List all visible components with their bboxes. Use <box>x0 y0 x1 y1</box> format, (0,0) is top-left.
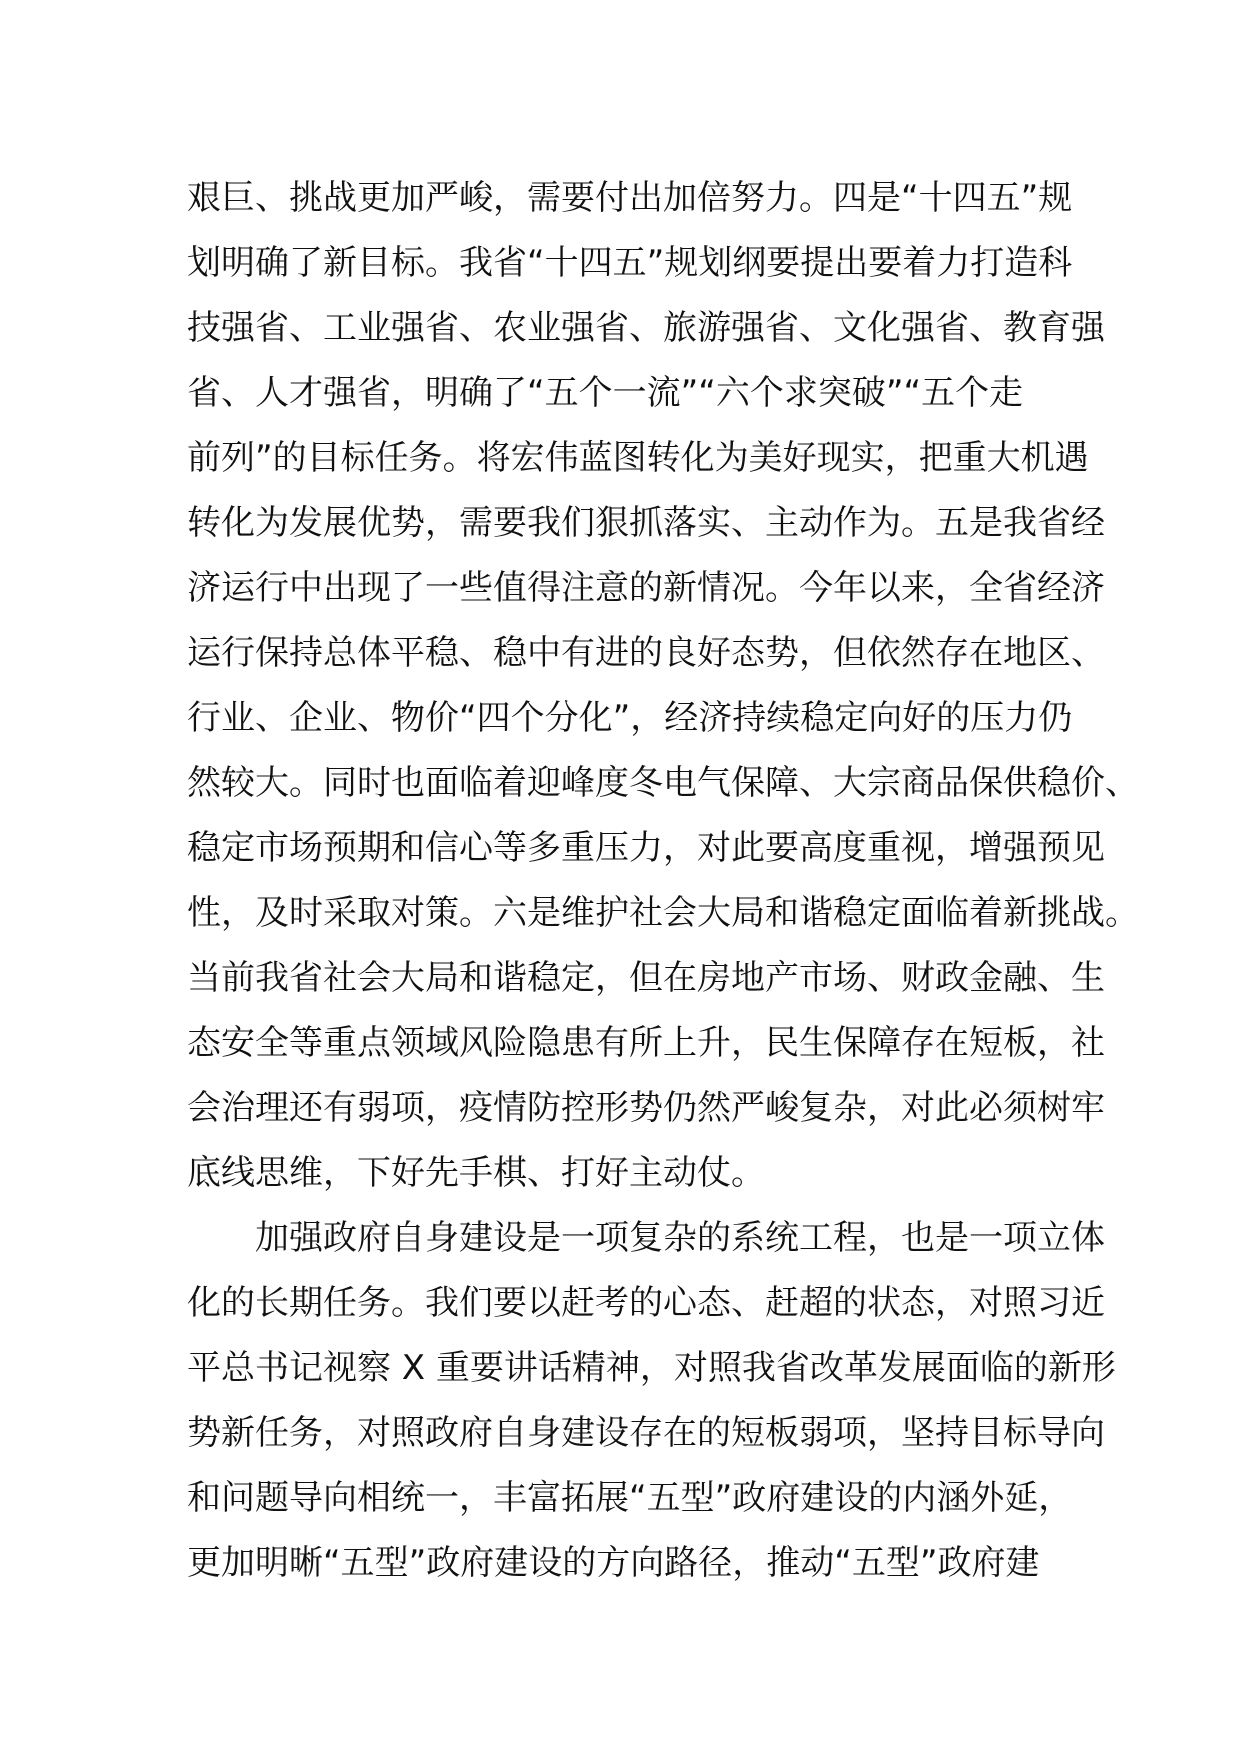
body-text <box>187 166 1139 1596</box>
text-line: 前列”的目标任务。将宏伟蓝图转化为美好现实，把重大机遇 <box>187 438 1089 478</box>
text-line: 省、人才强省，明确了“五个一流”“六个求突破”“五个走 <box>187 373 1024 413</box>
text-line: 运行保持总体平稳、稳中有进的良好态势，但依然存在地区、 <box>187 633 1105 673</box>
text-line: 化的长期任务。我们要以赶考的心态、赶超的状态，对照习近 <box>187 1283 1105 1323</box>
text-line: 艰巨、挑战更加严峻，需要付出加倍努力。四是“十四五”规 <box>187 178 1073 218</box>
text-line: 会治理还有弱项，疫情防控形势仍然严峻复杂，对此必须树牢 <box>187 1088 1105 1128</box>
text-line: 态安全等重点领域风险隐患有所上升，民生保障存在短板，社 <box>187 1023 1105 1063</box>
text-line: 行业、企业、物价“四个分化”，经济持续稳定向好的压力仍 <box>187 698 1073 738</box>
text-line: 划明确了新目标。我省“十四五”规划纲要提出要着力打造科 <box>187 243 1073 283</box>
text-line: 底线思维，下好先手棋、打好主动仗。 <box>187 1153 765 1193</box>
text-line: 转化为发展优势，需要我们狠抓落实、主动作为。五是我省经 <box>187 503 1105 543</box>
text-line: 当前我省社会大局和谐稳定，但在房地产市场、财政金融、生 <box>187 958 1105 998</box>
text-line: 平总书记视察 X 重要讲话精神，对照我省改革发展面临的新形 <box>187 1348 1116 1388</box>
text-line: 更加明晰“五型”政府建设的方向路径，推动“五型”政府建 <box>187 1543 1040 1583</box>
text-line: 加强政府自身建设是一项复杂的系统工程，也是一项立体 <box>187 1218 1105 1258</box>
text-line: 济运行中出现了一些值得注意的新情况。今年以来，全省经济 <box>187 568 1105 608</box>
text-line: 稳定市场预期和信心等多重压力，对此要高度重视，增强预见 <box>187 828 1105 868</box>
text-line: 技强省、工业强省、农业强省、旅游强省、文化强省、教育强 <box>187 308 1105 348</box>
text-line: 和问题导向相统一，丰富拓展“五型”政府建设的内涵外延， <box>187 1478 1073 1518</box>
text-line: 然较大。同时也面临着迎峰度冬电气保障、大宗商品保供稳价、 <box>187 763 1139 803</box>
text-line: 性，及时采取对策。六是维护社会大局和谐稳定面临着新挑战。 <box>187 893 1139 933</box>
text-line: 势新任务，对照政府自身建设存在的短板弱项，坚持目标导向 <box>187 1413 1105 1453</box>
